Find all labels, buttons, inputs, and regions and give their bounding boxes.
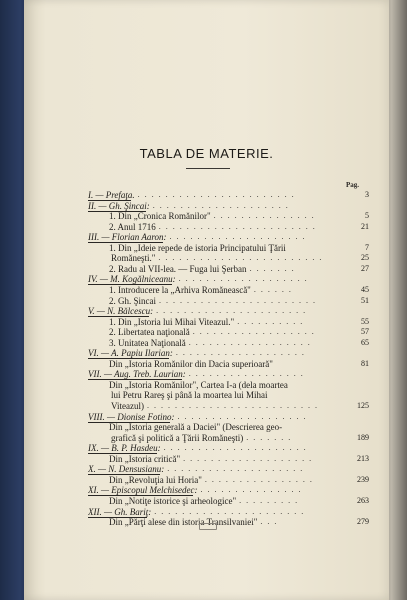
toc-page-number: 7: [365, 242, 369, 252]
dot-leader: . . . . . . . . . . . . . . .: [213, 211, 316, 221]
toc-entry-row: [109, 380, 340, 390]
toc-section-label: IV. — M. Kogălniceanu:: [88, 274, 176, 285]
toc-entry-label: 1. Din „Cronica Romănilor": [109, 211, 211, 222]
toc-section-row: [88, 201, 340, 211]
toc-entry-label: Din „Revoluţia lui Horia": [109, 474, 202, 485]
toc-section-label: I. — Prefaţa.: [88, 190, 135, 200]
toc-entry-label: Din „Notiţe istorice şi arheologice": [109, 495, 237, 506]
toc-page-number: 65: [361, 337, 369, 347]
toc-page-number: 263: [357, 495, 369, 505]
dot-leader: . . . . . . . . . . . . . . . . . .: [188, 337, 312, 347]
toc-entry-row: [109, 338, 340, 348]
toc-page-number: 27: [361, 263, 369, 273]
toc-entry-row: [109, 496, 340, 506]
toc-section-label: VI. — A. Papiu Ilarian:: [88, 348, 173, 359]
toc-page-number: 81: [361, 358, 369, 368]
toc-section-label: II. — Gh. Şincai:: [88, 200, 150, 211]
toc-section-row: [88, 443, 340, 453]
toc-entry-row: [109, 359, 340, 369]
toc-page-number: 57: [361, 327, 369, 337]
toc-page-number: 239: [357, 474, 369, 484]
dot-leader: . . . . . . . . . .: [237, 316, 304, 326]
toc-entry-row: [109, 422, 340, 432]
toc-entry-row: [111, 401, 340, 411]
toc-section-label: VIII. — Dionise Fotino:: [88, 411, 175, 422]
toc-section-row: [88, 274, 340, 284]
toc-entry-label: lui Petru Rareş şi până la moartea lui Mihai: [111, 390, 268, 401]
toc-page-number: 279: [357, 517, 369, 527]
toc-page-number: 125: [357, 401, 369, 410]
toc-section-label: XII. — Gh. Bariţ:: [88, 506, 152, 517]
toc-section-row: [88, 507, 340, 517]
dot-leader: . . . . . . . . . . . . . . . . . . .: [183, 453, 313, 463]
toc-entry-label: Din „Istoria critică": [109, 453, 181, 464]
toc-section-row: [88, 464, 340, 474]
page-title: TABLA DE MATERIE.: [139, 146, 274, 161]
dot-leader: . . . . . . . . . . . . . . . . . . . . . . . .: [158, 253, 323, 263]
toc-entry-row: [109, 243, 340, 253]
dot-leader: . . .: [260, 517, 278, 527]
dot-leader: . . . . . . .: [249, 263, 296, 273]
toc-entry-label: grafică şi politică a Ţării Romăneşti): [111, 432, 244, 443]
toc-page-number: 3: [365, 190, 369, 199]
toc-entry-label: 1. Din „Ideie repede de istoria Principatului Ţării: [109, 242, 286, 253]
toc-entry-row: [109, 296, 340, 306]
dot-leader: . . . . . . . . . . . . . . . . . . . . . . .: [158, 221, 317, 231]
dot-leader: . . . . . . . . . . . . . . . . . .: [192, 327, 316, 337]
toc-page-number: 55: [361, 316, 369, 326]
toc-entry-label: 2. Gh. Şincai: [109, 295, 156, 306]
toc-section-row: [88, 348, 340, 358]
toc-entry-row: [111, 253, 340, 263]
page-mark: [199, 523, 217, 530]
dot-leader: . . . . . . . . . . . . . . . . . . . .: [152, 200, 290, 210]
dot-leader: . . . . . . . . . . . . . . . . . . . .: [167, 464, 304, 474]
toc-section-label: XI. — Episcopul Melchisedec:: [88, 485, 198, 496]
toc-entry-label: 2. Libertatea naţională: [109, 327, 190, 338]
toc-section-row: [88, 190, 340, 200]
toc-page-number: 5: [365, 211, 369, 221]
toc-section-row: [88, 306, 340, 316]
dot-leader: . . . . . . . . . . . . . . . . . . .: [178, 274, 309, 284]
dot-leader: . . . . . . .: [246, 432, 292, 442]
toc-section-label: IX. — B. P. Hasdeu:: [88, 443, 161, 454]
toc-entry-row: [111, 433, 340, 443]
toc-entry-row: [109, 211, 340, 221]
toc-entry-label: Romăneşti.": [111, 253, 156, 264]
toc-entry-label: Din „Istoria Romănilor din Dacia superioară": [109, 358, 273, 369]
toc-entry-label: Din „Istoria generală a Daciei" (Descrierea geo-: [109, 422, 283, 433]
dot-leader: . . . . . . . . . . . . . . . . . . . . . . .: [137, 190, 296, 199]
dot-leader: . . . . . . . . . . . . . . . .: [204, 474, 314, 484]
toc-page-number: 45: [361, 284, 369, 294]
toc-entry-label: 3. Unitatea Naţională: [109, 337, 186, 348]
dot-leader: . . . . . . . . . . . . . . . . . . . . . .: [154, 506, 305, 516]
toc-page-number: 21: [361, 221, 369, 231]
title-rule: [186, 168, 230, 169]
toc-page-number: 51: [361, 295, 369, 305]
dot-leader: . . . . . . . . . . . . . . . . . . .: [177, 411, 307, 421]
toc-entry-row: [109, 317, 340, 327]
toc-section-row: [88, 412, 340, 422]
toc-page-number: 189: [357, 432, 369, 442]
toc-entry-row: [109, 285, 340, 295]
toc-section-row: [88, 232, 340, 242]
dot-leader: . . . . . . . . . . . . . . . . . . . .: [169, 232, 306, 242]
toc-entry-label: Viteazul): [111, 401, 144, 411]
toc-section-label: V. — N. Bălcescu:: [88, 306, 154, 317]
toc-entry-label: 2. Radu al VII-lea. — Fuga lui Şerban: [109, 263, 247, 274]
toc-entry-label: 2. Anul 1716: [109, 221, 156, 232]
toc-section-label: X. — N. Densusianu:: [88, 464, 165, 475]
dot-leader: . . . . . . . . . . . . . . . . . . . . .: [163, 443, 308, 453]
toc-section-label: VII. — Aug. Treb. Laurian:: [88, 369, 186, 380]
page-column-label: Pag.: [346, 181, 360, 189]
toc-entry-row: [109, 454, 340, 464]
book-page: [24, 0, 389, 600]
toc-entry-row: [109, 475, 340, 485]
toc-entry-label: Din „Părţi alese din istoria Transilvaniei": [109, 517, 258, 528]
toc-entry-row: [109, 517, 340, 527]
toc-section-row: [88, 485, 340, 495]
toc-entry-row: [109, 327, 340, 337]
toc-page-number: 25: [361, 253, 369, 263]
toc-section-label: III. — Florian Aaron:: [88, 232, 167, 243]
dot-leader: . . . . . .: [253, 284, 293, 294]
dot-leader: . . . . . . . . . . . . . . . . . . . . . .: [156, 306, 307, 316]
toc-entry-row: [109, 222, 340, 232]
dot-leader: . . . . . . . . . . . . . . . . . . . . . . .: [159, 295, 317, 305]
dot-leader: . . . . . . . . . . . . . . .: [200, 485, 302, 495]
toc-entry-row: [111, 390, 340, 400]
toc-entry-row: [109, 264, 340, 274]
toc-page-number: 213: [357, 453, 369, 463]
toc-entry-label: 1. Din „Istoria lui Mihai Viteazul.": [109, 316, 235, 327]
dot-leader: . . . . . . . . . . . . . . . . .: [188, 369, 305, 379]
dot-leader: . . . . . . . . . . . . . . . . . . .: [175, 348, 306, 358]
dot-leader: . . . . . . . . .: [239, 495, 299, 505]
toc-entry-label: 1. Introducere la „Arhiva Romănească": [109, 284, 251, 295]
toc-section-row: [88, 369, 340, 379]
dot-leader: . . . . . . . . . . . . . . . . . . . . . . . . .: [146, 401, 319, 410]
toc-entry-label: Din „Istoria Romănilor", Cartea I-a (dela moartea: [109, 379, 288, 390]
